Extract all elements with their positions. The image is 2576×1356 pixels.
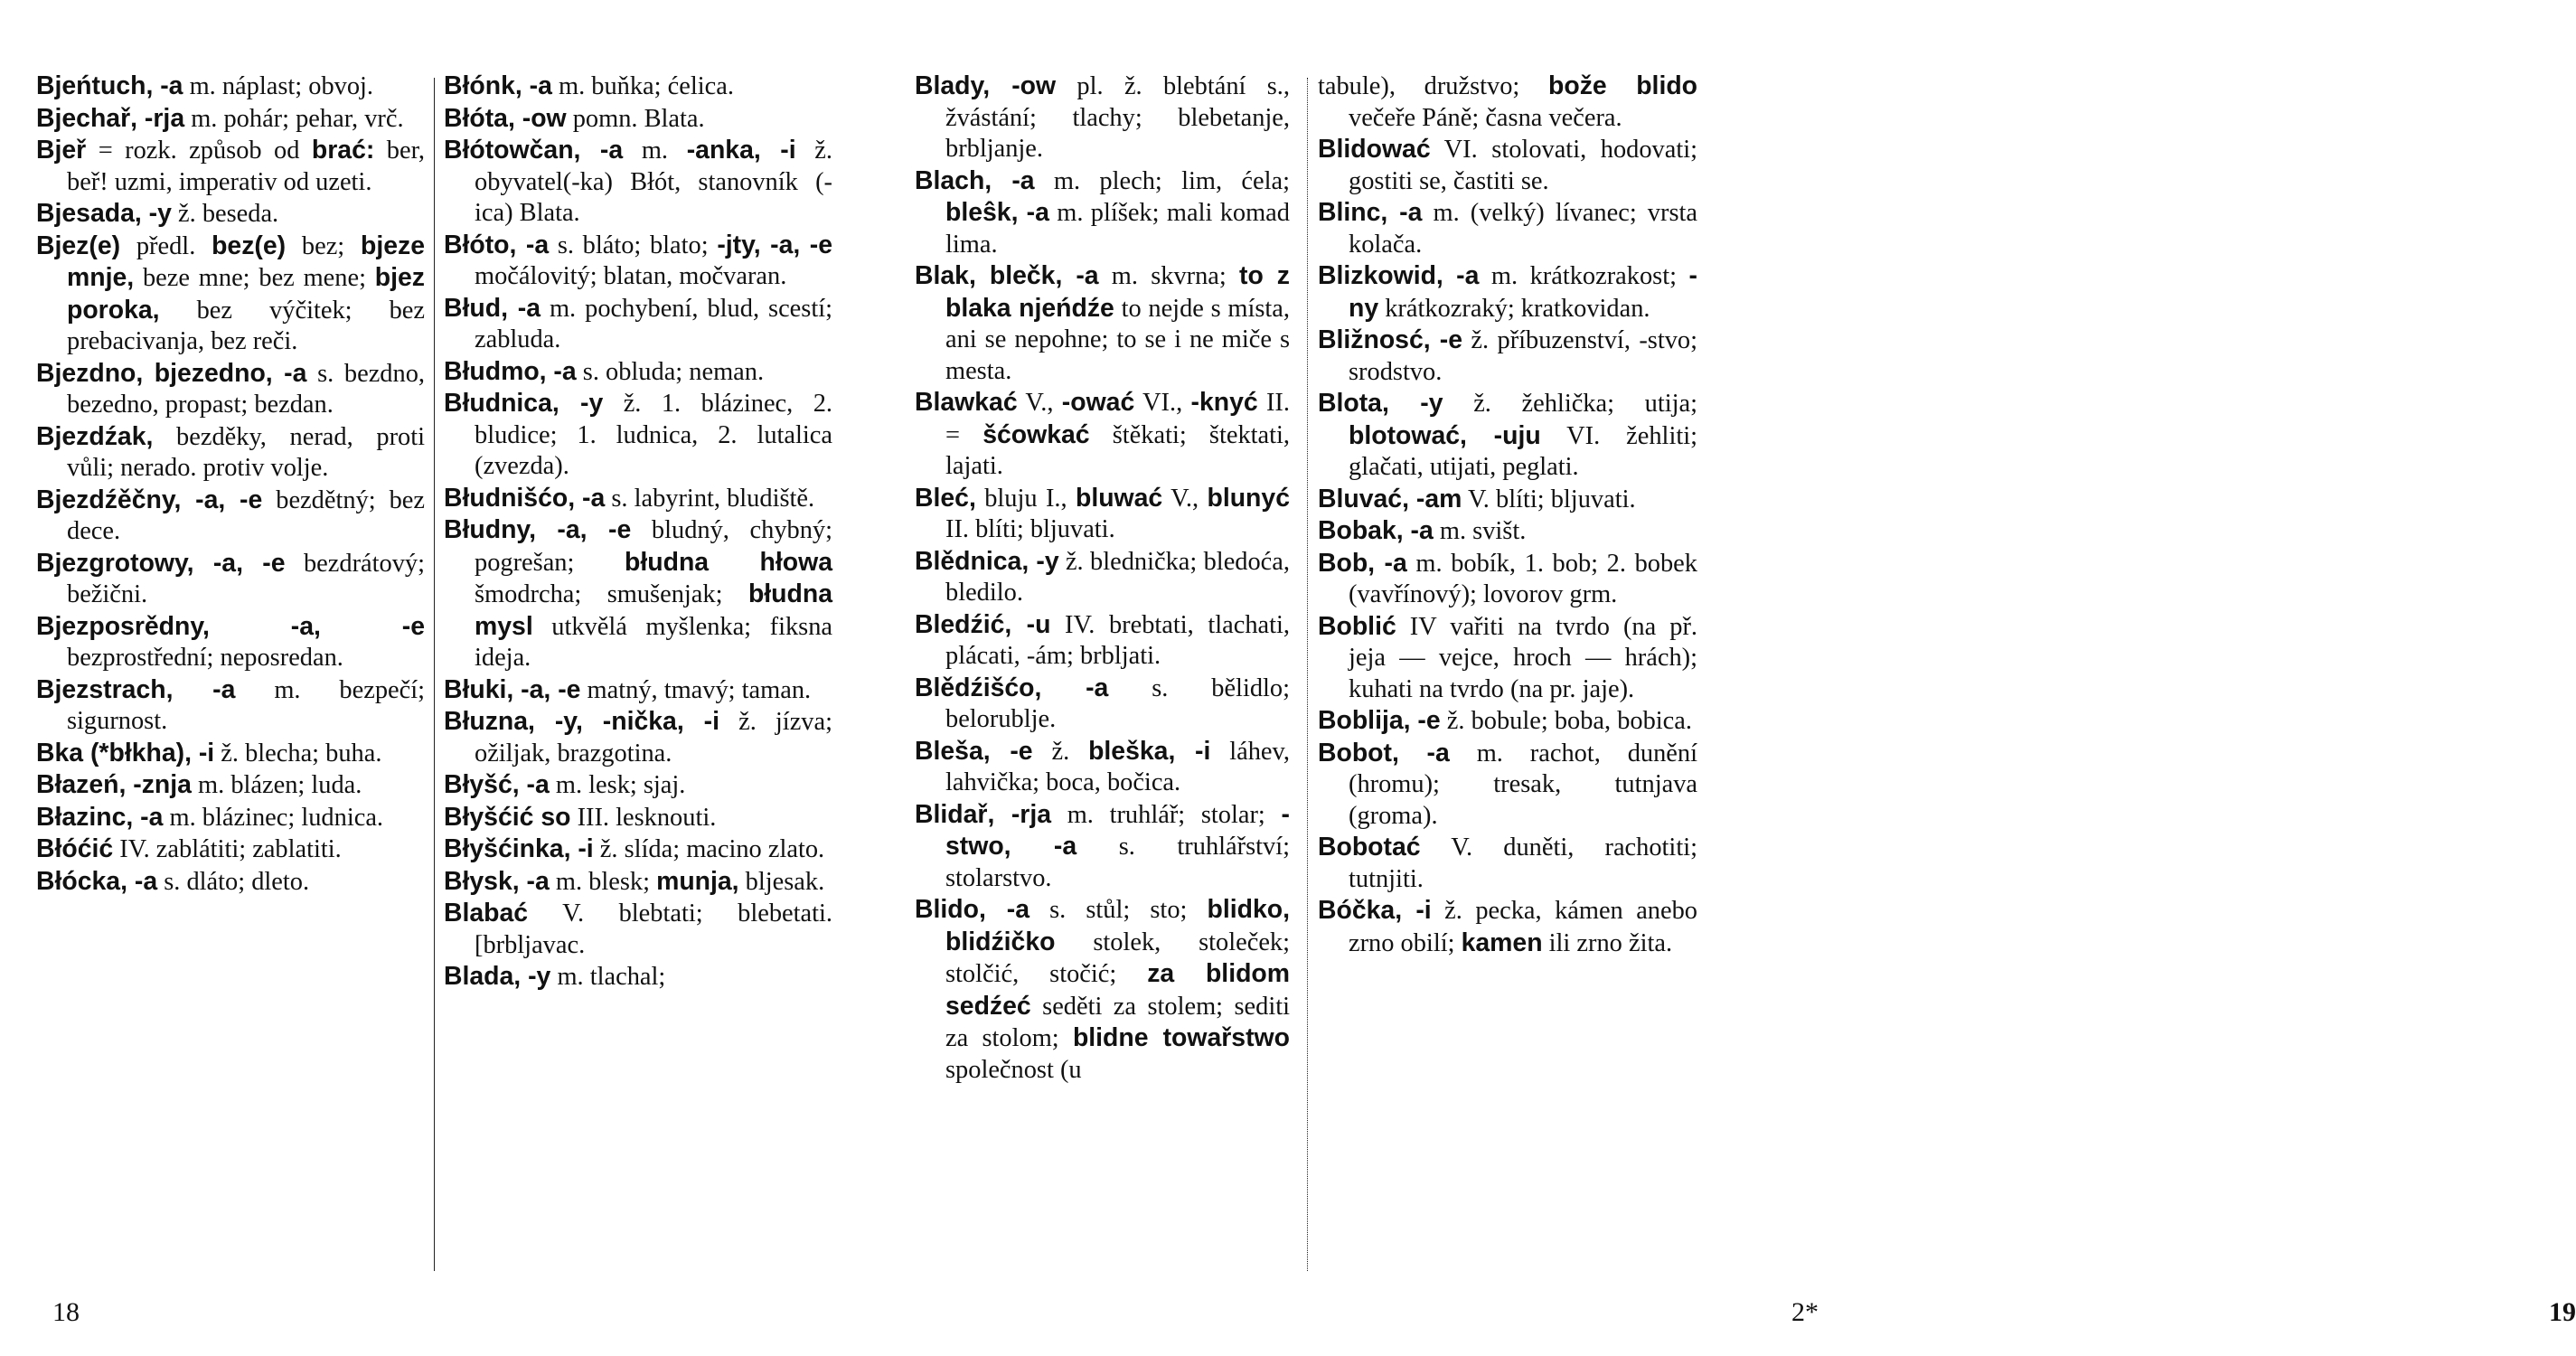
headword: šćowkać [982,419,1090,449]
headword: Błuki, -a, -e [444,674,581,704]
headword: Bobotać [1318,833,1421,862]
dictionary-entry [444,898,832,961]
headword: Blota, -y [1318,389,1443,418]
headword: Błyšćić so [444,802,571,832]
definition: III. lesknouti. [570,803,717,832]
definition: m. buňka; ćelica. [551,72,734,100]
dictionary-entry [1318,197,1697,260]
dictionary-entry [1318,484,1697,516]
definition: ili zrno žita. [1542,928,1673,957]
headword: Błócka, -a [36,866,158,896]
definition: bezděky, nerad, proti vůli; nerado. protiv volje. [67,422,425,482]
definition: II. blíti; bljuvati. [945,515,1115,543]
definition: seděti za stolem; sediti za stolom; [945,992,1290,1052]
definition: V. blíti; bljuvati. [1462,485,1636,513]
headword: Błyšć, -a [444,770,550,799]
dictionary-entry [1318,134,1697,197]
dictionary-entry [444,103,832,136]
headword: błudna hłowa [625,547,832,577]
headword: Blak, blečk, -a [915,261,1099,290]
definition: krátkozraký; kratkovidan. [1378,294,1650,323]
dictionary-entry [36,833,425,866]
headword: Blizkowid, -a [1318,261,1480,290]
headword: Bóčka, -i [1318,896,1432,925]
definition: m. blázinec; ludnica. [163,803,384,832]
right-column-2 [1318,71,1697,959]
definition: m. bezpečí; sigurnost. [67,675,425,735]
headword: blotować, -uju [1349,420,1541,450]
headword: Błudny, -a, -e [444,515,632,544]
headword: Bjez(e) [36,231,121,260]
dictionary-entry [36,485,425,548]
right-column-1 [915,71,1290,1086]
dictionary-entry [36,135,425,198]
dictionary-entry [444,706,832,769]
definition: V. blebtati; blebetati. [brbljavac. [475,899,832,959]
dictionary-entry [36,866,425,899]
headword: -ować [1061,388,1135,417]
headword: munja, [656,866,739,896]
definition: bezprostřední; neposredan. [67,644,343,672]
definition: ž. slída; macino zlato. [593,835,825,863]
definition: = rozk. způsob od [86,137,312,165]
headword: za blidom sedźeć [945,959,1291,1021]
definition: ž. obyvatel(-ka) Błót, stanovník (-ica) Blata. [475,137,832,227]
headword: Błuzna, -y, -nička, -i [444,707,719,736]
definition: matný, tmavý; taman. [580,675,812,704]
headword: bez(e) [212,231,287,260]
headword: Błónk, -a [444,71,552,100]
definition: m. svišt. [1433,517,1527,545]
headword: Blidař, -rja [915,799,1052,829]
definition: ž. bobule; boba, bobica. [1440,707,1692,735]
definition: to nejde s místa, ani se nepohne; to se i ne miče s mesta. [945,294,1290,385]
headword: Bjesada, -y [36,199,172,228]
dictionary-entry [915,673,1290,736]
definition: s. dláto; dleto. [157,867,310,896]
dictionary-entry [444,833,832,866]
dictionary-entry [36,103,425,136]
dictionary-entry [1318,548,1697,611]
definition: m. bobík, 1. bob; 2. bobek (vavřínový); lovorov grm. [1349,549,1697,608]
definition: m. [623,137,687,165]
definition: m. lesk; sjaj. [549,771,686,799]
headword: Blinc, -a [1318,198,1423,227]
definition: m. truhlář; stolar; [1051,800,1282,829]
headword: Błóćić [36,834,114,863]
dictionary-entry [915,260,1290,387]
definition: ž. příbuzenství, -stvo; srodstvo. [1349,326,1697,386]
definition: VI., [1134,389,1191,417]
headword: to z blaka njeńdźe [945,261,1290,323]
definition: s. stůl; sto; [1029,896,1208,924]
headword: Blawkać [915,388,1018,417]
headword: błudna mysl [475,579,832,641]
headword: Blědźišćo, -a [915,673,1109,702]
definition: s. obluda; neman. [576,357,765,386]
headword: bluwać [1075,483,1163,513]
definition: ž. pecka, kámen anebo zrno obilí; [1349,897,1697,957]
dictionary-entry [36,231,425,358]
headword: bleška, -i [1088,736,1211,766]
dictionary-entry [915,799,1290,895]
headword: Bjezdno, bjezedno, -a [36,358,307,388]
headword: kamen [1461,928,1543,957]
headword: Bjezposrědny, -a, -e [36,611,425,641]
headword: Błazeń, -znja [36,770,192,799]
dictionary-entry [444,71,832,103]
definition: V. duněti, rachotiti; tutnjiti. [1349,833,1697,893]
definition: bljesak. [738,867,825,896]
dictionary-entry [36,421,425,485]
dictionary-entry [444,483,832,515]
definition: m. (velký) lívanec; vrsta kolača. [1349,199,1697,259]
left-column-1 [36,71,425,898]
headword: Błóto, -a [444,230,550,259]
dictionary-entry [1318,611,1697,706]
definition: m. skvrna; [1098,262,1239,290]
definition: VI. žehliti; glačati, utijati, peglati. [1349,421,1697,481]
dictionary-entry [36,198,425,231]
page-number-left: 18 [52,1297,80,1327]
dictionary-entry [1318,260,1697,325]
dictionary-entry [444,135,832,230]
headword: Blědnica, -y [915,546,1059,576]
definition: tabule), družstvo; [1318,72,1549,100]
dictionary-entry [1318,71,1697,134]
headword: Bluvać, -am [1318,484,1462,513]
definition: ber, beř! uzmi, imperativ od uzeti. [67,137,425,196]
definition: m. tlachal; [550,963,666,991]
signature-mark: 2* [1791,1297,1819,1327]
dictionary-entry [1318,325,1697,388]
dictionary-entry [36,71,425,103]
definition: ž. [1032,737,1089,766]
definition: pl. ž. blebtání s., žvástání; tlachy; blebetanje, brbljanje. [945,72,1290,163]
definition: předl. [120,231,212,260]
definition: m. plíšek; mali komad lima. [945,199,1290,259]
definition: bezdětný; bez dece. [67,485,425,545]
definition: bez výčitek; bez prebacivanja, bez reči. [67,296,425,355]
definition: ž. 1. blázinec, 2. bludice; 1. ludnica, 2. lutalica (zvezda). [475,390,832,480]
headword: Blada, -y [444,962,551,991]
definition: s. bělidlo; belorublje. [945,673,1290,733]
dictionary-entry [36,769,425,802]
dictionary-entry [1318,388,1697,484]
headword: -anka, -i [686,136,796,165]
dictionary-entry [444,674,832,707]
definition: ž. žehlička; utija; [1443,390,1697,418]
dictionary-entry [36,548,425,611]
dictionary-entry [915,483,1290,546]
headword: Bjeńtuch, -a [36,71,183,100]
definition: IV. zablátiti; zablatiti. [113,835,342,863]
definition: utkvělá myšlenka; fiksna ideja. [475,612,832,672]
headword: Bleša, -e [915,736,1033,766]
definition: močálovitý; blatan, močvaran. [475,262,787,290]
headword: Błóta, -ow [444,103,567,133]
headword: Bjezgrotowy, -a, -e [36,548,286,578]
headword: Bobak, -a [1318,516,1434,545]
headword: Błazinc, -a [36,802,164,832]
left-page [0,0,870,1356]
headword: brać: [311,136,375,165]
definition: beze mne; bez mene; [134,264,375,292]
definition: s. bláto; blato; [549,231,718,259]
headword: Bledźić, -u [915,609,1051,639]
headword: Błud, -a [444,293,541,323]
headword: Bobot, -a [1318,738,1450,767]
dictionary-entry [36,611,425,674]
definition: m. náplast; obvoj. [183,72,374,100]
definition: štěkati; štektati, lajati. [945,420,1290,480]
definition: bludný, chybný; pogrešan; [475,516,833,577]
definition: večeře Páně; časna večera. [1349,103,1622,132]
headword: bože blido [1548,71,1698,100]
headword: Blido, -a [915,895,1029,924]
headword: blidko, blidźičko [945,895,1290,956]
dictionary-entry [1318,895,1697,959]
definition: s. truhlářství; stolarstvo. [945,833,1290,892]
headword: Blady, -ow [915,71,1057,100]
definition: stolek, stoleček; stolčić, stočić; [945,928,1290,988]
headword: -ny [1349,261,1697,323]
headword: Błysk, -a [444,866,550,896]
definition: m. krátkozrakost; [1479,262,1689,290]
headword: Blabać [444,899,529,928]
dictionary-entry [444,356,832,389]
dictionary-entry [1318,515,1697,548]
dictionary-entry [444,866,832,899]
headword: blunyć [1207,483,1290,513]
definition: bezdrátový; bežični. [67,549,425,608]
headword: Bjezdźak, [36,421,154,451]
headword: -stwo, -a [945,799,1290,861]
headword: Bjeř [36,136,87,165]
dictionary-entry [36,738,425,770]
headword: Boblić [1318,611,1396,641]
definition: V., [1162,484,1208,513]
definition: VI. stolovati, hodovati; gostiti se, častiti se. [1349,136,1697,195]
headword: bjeze mnje, [67,231,425,292]
definition: V., [1017,389,1062,417]
dictionary-entry [1318,738,1697,833]
definition: bluju I., [975,484,1076,513]
definition: IV. brebtati, tlachati, plácati, -ám; brbljati. [945,610,1290,670]
headword: Bližnosć, -e [1318,325,1463,354]
dictionary-entry [915,736,1290,799]
dictionary-entry [444,293,832,356]
dictionary-entry [444,514,832,674]
headword: -knyć [1190,388,1258,417]
headword: Blach, -a [915,165,1035,195]
definition: společnost (u [945,1055,1082,1084]
headword: Bjezstrach, -a [36,674,236,704]
headword: -jty, -a, -e [717,230,832,259]
page-number-right: 19 [2549,1297,2576,1327]
definition: m. plech; lim, ćela; [1034,166,1290,195]
headword: Błudmo, -a [444,356,577,386]
definition: IV vařiti na tvrdo (na př. jeja — vejce, hroch — hrách); kuhati na tvrdo (na pr. jaje). [1349,612,1697,703]
headword: Błudnišćo, -a [444,483,606,513]
dictionary-entry [444,230,832,293]
dictionary-entry [915,71,1290,165]
column-divider [434,78,435,1271]
definition: pomn. Blata. [566,104,705,133]
definition: m. blesk; [549,867,657,896]
headword: blidne towařstwo [1072,1023,1290,1052]
headword: Bjechař, -rja [36,103,185,133]
definition: láhev, lahvička; boca, bočica. [945,737,1290,796]
definition: m. blázen; luda. [191,771,362,799]
headword: Błyšćinka, -i [444,834,594,863]
definition: s. bezdno, bezedno, propast; bezdan. [67,359,425,419]
headword: Błótowčan, -a [444,136,624,165]
definition: bez; [286,231,361,260]
headword: Bob, -a [1318,548,1407,578]
headword: Bleć, [915,483,976,513]
definition: šmodrcha; smušenjak; [475,580,748,608]
definition: s. labyrint, bludiště. [605,484,815,513]
dictionary-entry [915,609,1290,673]
dictionary-entry [915,387,1290,483]
headword: bleŝk, -a [945,198,1049,227]
dictionary-entry [1318,705,1697,738]
dictionary-entry [444,769,832,802]
definition: m. pochybení, blud, scestí; zabluda. [475,294,832,353]
headword: Bjezdźěčny, -a, -e [36,485,263,514]
dictionary-entry [36,674,425,738]
right-page [870,0,2576,1356]
headword: Błudnica, -y [444,389,604,418]
headword: Bka (*błkha), -i [36,738,215,767]
left-column-2 [444,71,832,993]
dictionary-entry [915,894,1290,1086]
dictionary-entry [915,165,1290,261]
dictionary-entry [1318,832,1697,895]
definition: ž. beseda. [171,200,279,228]
dictionary-entry [444,388,832,483]
dictionary-entry [444,961,832,993]
dictionary-entry [36,802,425,834]
definition: m. rachot, dunění (hromu); tresak, tutnjava (groma). [1349,739,1697,830]
headword: Boblija, -e [1318,706,1441,735]
headword: Blidować [1318,135,1431,164]
dictionary-entry [444,802,832,834]
headword: bjez poroka, [67,263,425,325]
definition: ž. blecha; buha. [214,739,382,767]
definition: ž. blednička; bledoća, bledilo. [945,547,1290,607]
dictionary-entry [36,358,425,421]
definition: II. = [945,389,1290,449]
definition: m. pohár; pehar, vrč. [184,104,404,133]
dictionary-entry [915,546,1290,609]
column-divider [1307,78,1308,1271]
definition: ž. jízva; ožiljak, brazgotina. [475,708,832,767]
